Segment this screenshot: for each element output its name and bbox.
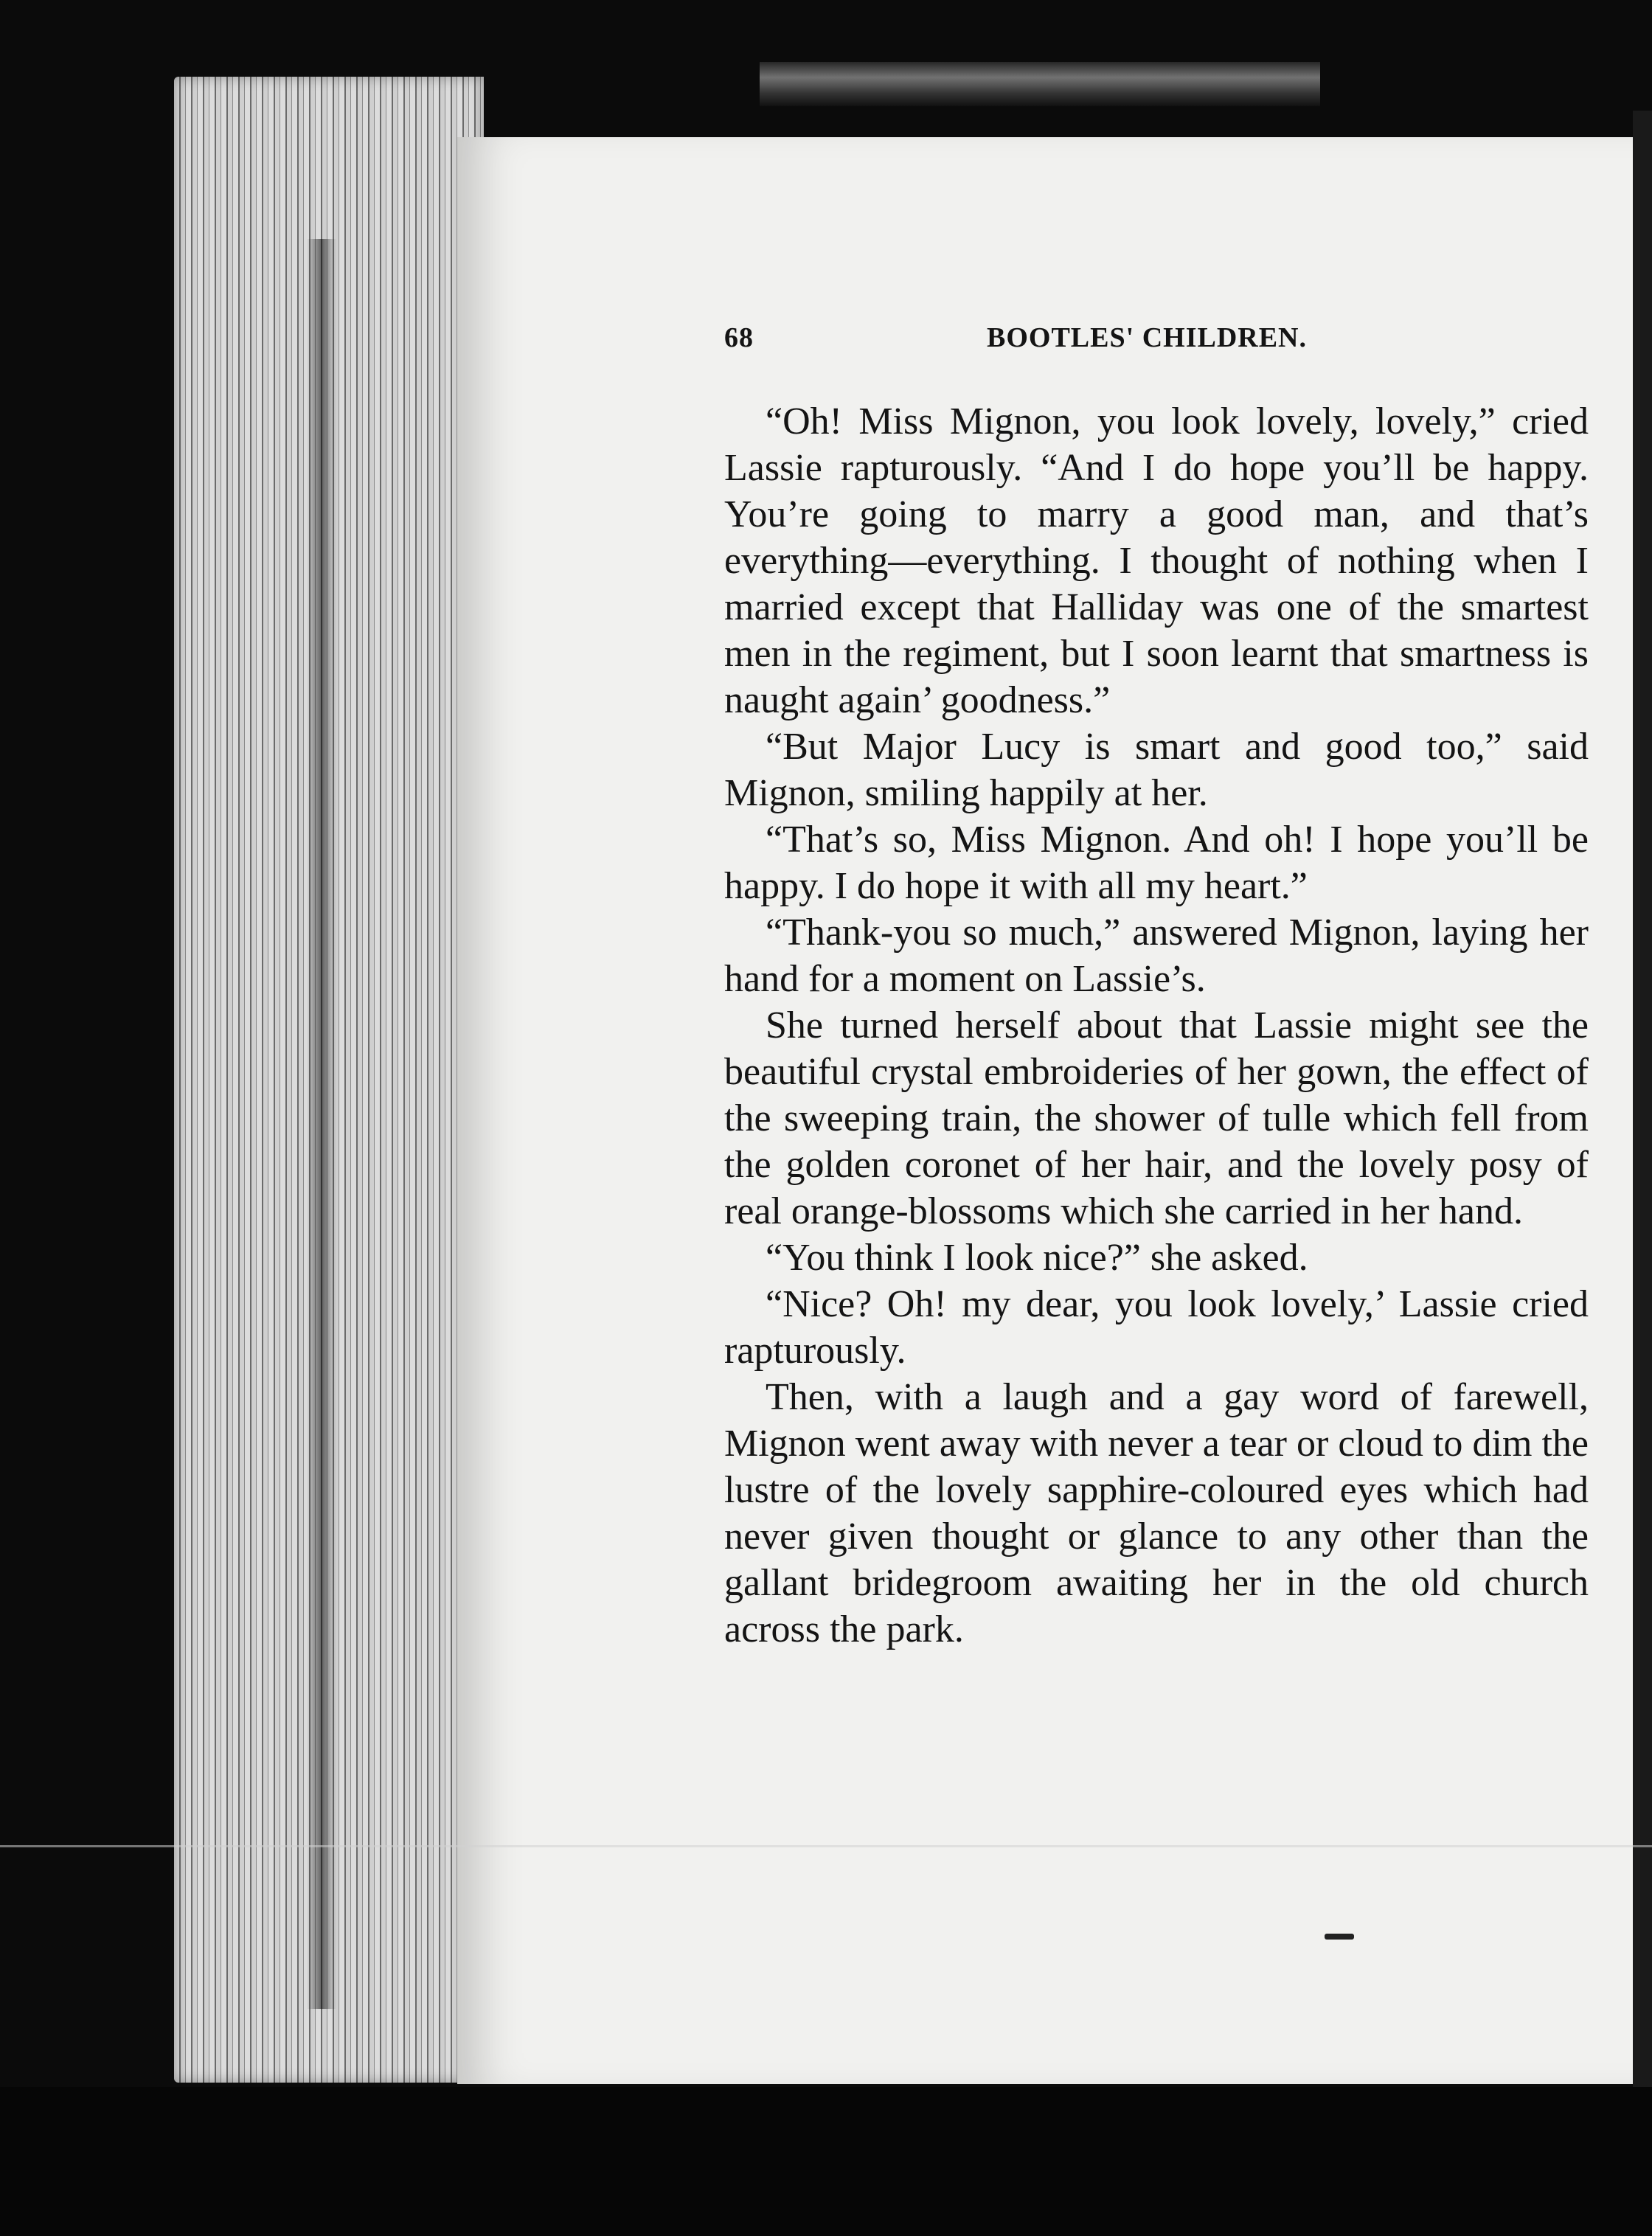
running-head-title: BOOTLES' CHILDREN. <box>987 322 1307 353</box>
paragraph: “Nice? Oh! my dear, you look lovely,’ Lassie cried rapturously. <box>724 1283 1589 1372</box>
paragraph: She turned herself about that Lassie might see the beautiful crystal embroideries of her gown, the effect of the sweeping train, the shower of tulle which fell from the golden coronet of her hair, and the lovely posy of real orange-blossoms which she carried in her hand. <box>724 1004 1589 1232</box>
paragraph: “But Major Lucy is smart and good too,” said Mignon, smiling happily at her. <box>724 726 1589 814</box>
paragraph: “Thank-you so much,” answered Mignon, laying her hand for a moment on Lassie’s. <box>724 912 1589 1000</box>
running-head <box>724 316 1589 360</box>
paragraph: Then, with a laugh and a gay word of farewell, Mignon went away with never a tear or cloud to dim the lustre of the lovely sapphire-coloured eyes which had never given thought or glance to any other than the gallant bridegroom awaiting her in the old church across the park. <box>724 1376 1589 1650</box>
end-ornament <box>1325 1934 1354 1940</box>
scan-line-artifact <box>0 1845 1652 1847</box>
page-text-block <box>724 316 1589 1653</box>
page-edges <box>174 77 484 2083</box>
scanner-bottom-strip <box>0 2087 1652 2236</box>
page-number: 68 <box>724 322 754 353</box>
body-text <box>724 398 1589 1653</box>
paragraph: “That’s so, Miss Mignon. And oh! I hope you’ll be happy. I do hope it with all my heart.” <box>724 819 1589 907</box>
paragraph: “You think I look nice?” she asked. <box>766 1237 1308 1279</box>
paragraph: “Oh! Miss Mignon, you look lovely, lovely,” cried Lassie rapturously. “And I do hope you’ll be happy. You’re going to marry a good man, and that’s everything—everything. I thought of nothing when I married except that Halliday was one of the smartest men in the regiment, but I soon learnt that smartness is naught again’ goodness.” <box>724 400 1589 721</box>
scanner-top-strip <box>760 62 1320 106</box>
scanner-right-edge <box>1633 111 1652 2102</box>
